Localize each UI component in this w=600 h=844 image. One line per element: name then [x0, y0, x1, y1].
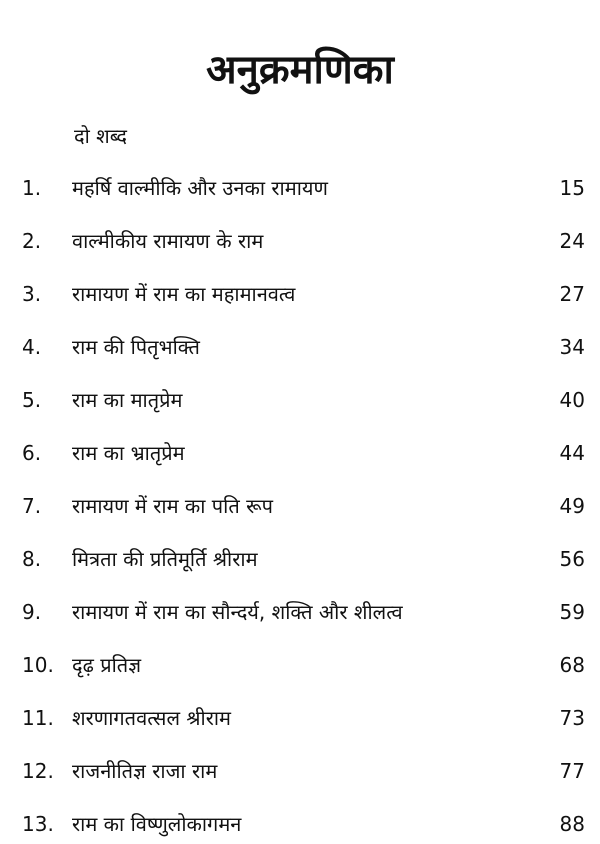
entry-number: 13. [22, 812, 54, 836]
entry-number: 5. [22, 388, 42, 412]
entry-number: 1. [22, 176, 42, 200]
entry-title: राम का भ्रातृप्रेम [72, 441, 185, 465]
entry-page: 34 [559, 335, 585, 359]
toc-entry [0, 698, 600, 738]
toc-entry [0, 804, 600, 844]
entry-title: महर्षि वाल्मीकि और उनका रामायण [72, 176, 328, 200]
entry-page: 44 [559, 441, 585, 465]
entry-title: मित्रता की प्रतिमूर्ति श्रीराम [72, 547, 258, 571]
entry-page: 49 [559, 494, 585, 518]
entry-page: 24 [559, 229, 585, 253]
entry-title: रामायण में राम का महामानवत्व [72, 282, 296, 306]
entry-number: 6. [22, 441, 42, 465]
entry-number: 7. [22, 494, 42, 518]
toc-entry [0, 751, 600, 791]
toc-entry [0, 168, 600, 208]
entry-page: 15 [559, 176, 585, 200]
page-title: अनुक्रमणिका [206, 47, 394, 93]
entry-number: 11. [22, 706, 54, 730]
entry-page: 56 [559, 547, 585, 571]
toc-entry [0, 433, 600, 473]
toc-entry [0, 380, 600, 420]
toc-entry [0, 327, 600, 367]
toc-entry [0, 592, 600, 632]
entry-page: 73 [559, 706, 585, 730]
entry-number: 2. [22, 229, 42, 253]
entry-page: 59 [559, 600, 585, 624]
entry-page: 88 [559, 812, 585, 836]
toc-entry [0, 645, 600, 685]
entry-title: रामायण में राम का सौन्दर्य, शक्ति और शीलत्व [72, 600, 403, 624]
entry-page: 27 [559, 282, 585, 306]
entry-title: दृढ़ प्रतिज्ञ [72, 653, 142, 677]
toc-entry [0, 274, 600, 314]
entry-number: 3. [22, 282, 42, 306]
entry-title: रामायण में राम का पति रूप [72, 494, 274, 518]
entry-page: 77 [559, 759, 585, 783]
entry-number: 4. [22, 335, 42, 359]
entry-number: 8. [22, 547, 42, 571]
toc-entry [0, 221, 600, 261]
entry-title: शरणागतवत्सल श्रीराम [72, 706, 232, 730]
entry-title: राम का मातृप्रेम [72, 388, 183, 412]
entry-title: वाल्मीकीय रामायण के राम [72, 229, 264, 253]
entry-title: राजनीतिज्ञ राजा राम [72, 759, 218, 783]
entry-page: 68 [559, 653, 585, 677]
toc-entry [0, 486, 600, 526]
entry-title: राम की पितृभक्ति [72, 335, 200, 359]
preface-entry: दो शब्द [74, 124, 128, 148]
toc-entry [0, 539, 600, 579]
entry-page: 40 [559, 388, 585, 412]
entry-number: 9. [22, 600, 42, 624]
entry-title: राम का विष्णुलोकागमन [72, 812, 242, 836]
entry-number: 10. [22, 653, 54, 677]
entry-number: 12. [22, 759, 54, 783]
